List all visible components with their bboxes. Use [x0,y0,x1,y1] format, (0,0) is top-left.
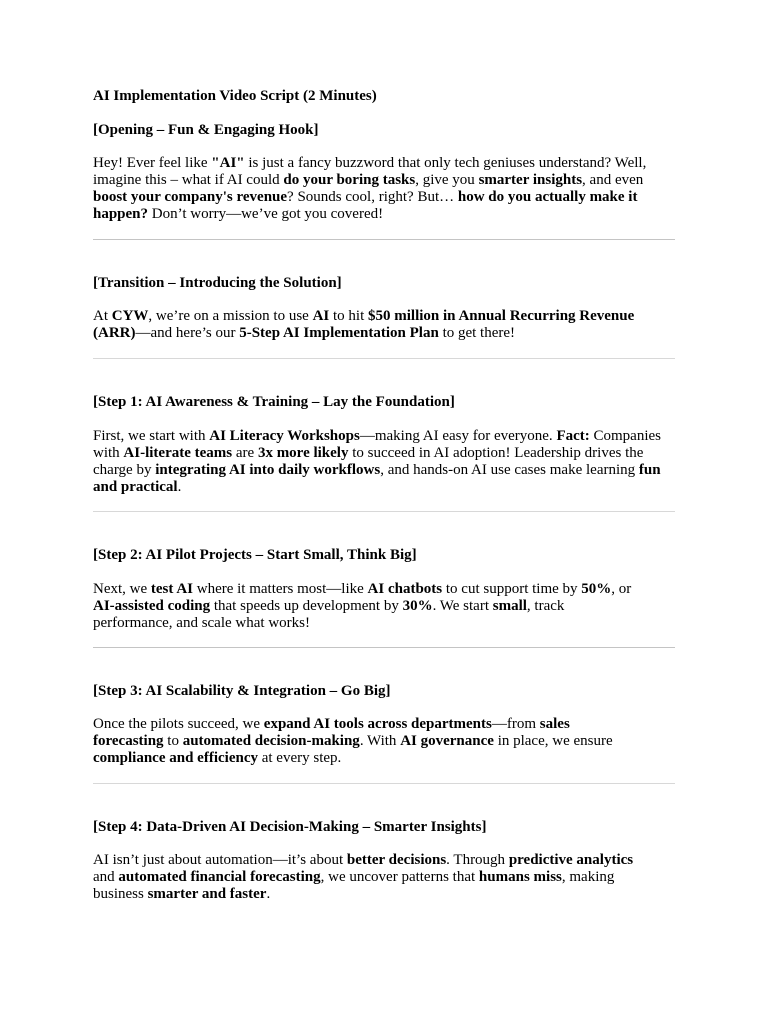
section-body-transition [93,308,663,342]
body-run: —and here’s our [135,325,240,341]
body-run: in place, we ensure [493,733,613,749]
section-body-step-2 [93,581,638,632]
body-run: Once the pilots succeed, we [93,716,264,732]
body-run: 50% [581,581,612,597]
body-run: AI governance [400,733,494,749]
section-divider [93,647,675,648]
body-run: . With [359,733,401,749]
body-run: to hit [329,308,368,324]
body-run: 3x more likely [257,445,349,461]
section-heading-step-4: [Step 4: Data-Driven AI Decision-Making – Smarter Insights] [93,819,487,835]
section-divider [93,358,675,359]
body-run: integrating AI into daily workflows [155,462,381,478]
body-run: AI Literacy Workshops [209,428,360,444]
body-run: automated financial forecasting [118,869,321,885]
body-run: . Through [446,852,509,868]
body-run: smarter and faster [147,886,267,902]
body-run: predictive analytics [508,852,634,868]
section-heading-step-1: [Step 1: AI Awareness & Training – Lay the Foundation] [93,394,455,410]
body-run: that speeds up development by [210,598,403,614]
body-run: better decisions [346,852,447,868]
body-run: fun and practical [93,462,661,495]
body-run: Hey! Ever feel like [93,155,212,171]
body-run: . We start [432,598,493,614]
body-run: do your boring tasks [283,172,416,188]
body-run: boost your company's revenue [93,189,288,205]
body-run: are [232,445,258,461]
body-run: , give you [415,172,479,188]
body-run: humans miss [478,869,562,885]
body-run: Don’t worry—we’ve got you covered! [148,206,384,222]
body-run: , we uncover patterns that [320,869,479,885]
body-run: , we’re on a mission to use [148,308,313,324]
body-run: . [266,886,271,902]
body-run: where it matters most—like [192,581,368,597]
body-run: AI isn’t just about automation—it’s about [93,852,347,868]
body-run: , track performance, and scale what works! [93,598,565,631]
section-heading-transition: [Transition – Introducing the Solution] [93,275,342,291]
body-run: Next, we [93,581,151,597]
body-run: CYW [111,308,149,324]
body-run: is just a fancy buzzword that only tech geniuses understand? Well, imagine this – what if AI could [93,155,647,188]
body-run: AI-assisted coding [93,598,211,614]
body-run: , and even [582,172,644,188]
body-run: sales forecasting [93,716,570,749]
body-run: —making AI easy for everyone. [359,428,557,444]
body-run: —from [491,716,540,732]
body-run: ? Sounds cool, right? But… [287,189,458,205]
section-body-opening [93,155,668,223]
body-run: First, we start with [93,428,210,444]
body-run: at every step. [257,750,342,766]
body-run: AI [312,308,330,324]
body-run: , making business [93,869,615,902]
body-run: test AI [150,581,193,597]
body-run: compliance and efficiency [93,750,258,766]
body-run: to get there! [438,325,516,341]
body-run: small [492,598,527,614]
section-divider [93,783,675,784]
document-title: AI Implementation Video Script (2 Minutes) [93,88,377,104]
section-divider [93,511,675,512]
body-run: "AI" [211,155,245,171]
body-run: 5-Step AI Implementation Plan [239,325,439,341]
section-body-step-3 [93,716,623,767]
body-run: $50 million in Annual Recurring Revenue (ARR) [93,308,635,341]
body-run: At [93,308,112,324]
body-run: Fact: [556,428,590,444]
body-run: to cut support time by [442,581,582,597]
body-run: . [177,479,182,495]
section-body-step-4 [93,852,653,903]
body-run: AI-literate teams [123,445,233,461]
body-run: Companies with [93,428,661,461]
body-run: 30% [402,598,433,614]
body-run: , and hands-on AI use cases make learning [380,462,639,478]
body-run: automated decision-making [182,733,360,749]
body-run: , or [611,581,632,597]
body-run: to succeed in AI adoption! Leadership drives the charge by [93,445,644,478]
body-run: to [163,733,183,749]
section-heading-step-3: [Step 3: AI Scalability & Integration – Go Big] [93,683,391,699]
body-run: AI chatbots [367,581,443,597]
body-run: and [93,869,119,885]
body-run: expand AI tools across departments [263,716,492,732]
section-heading-step-2: [Step 2: AI Pilot Projects – Start Small, Think Big] [93,547,417,563]
section-heading-opening: [Opening – Fun & Engaging Hook] [93,122,319,138]
body-run: smarter insights [478,172,583,188]
section-body-step-1 [93,428,675,496]
body-run: how do you actually make it happen? [93,189,638,222]
section-divider [93,239,675,240]
